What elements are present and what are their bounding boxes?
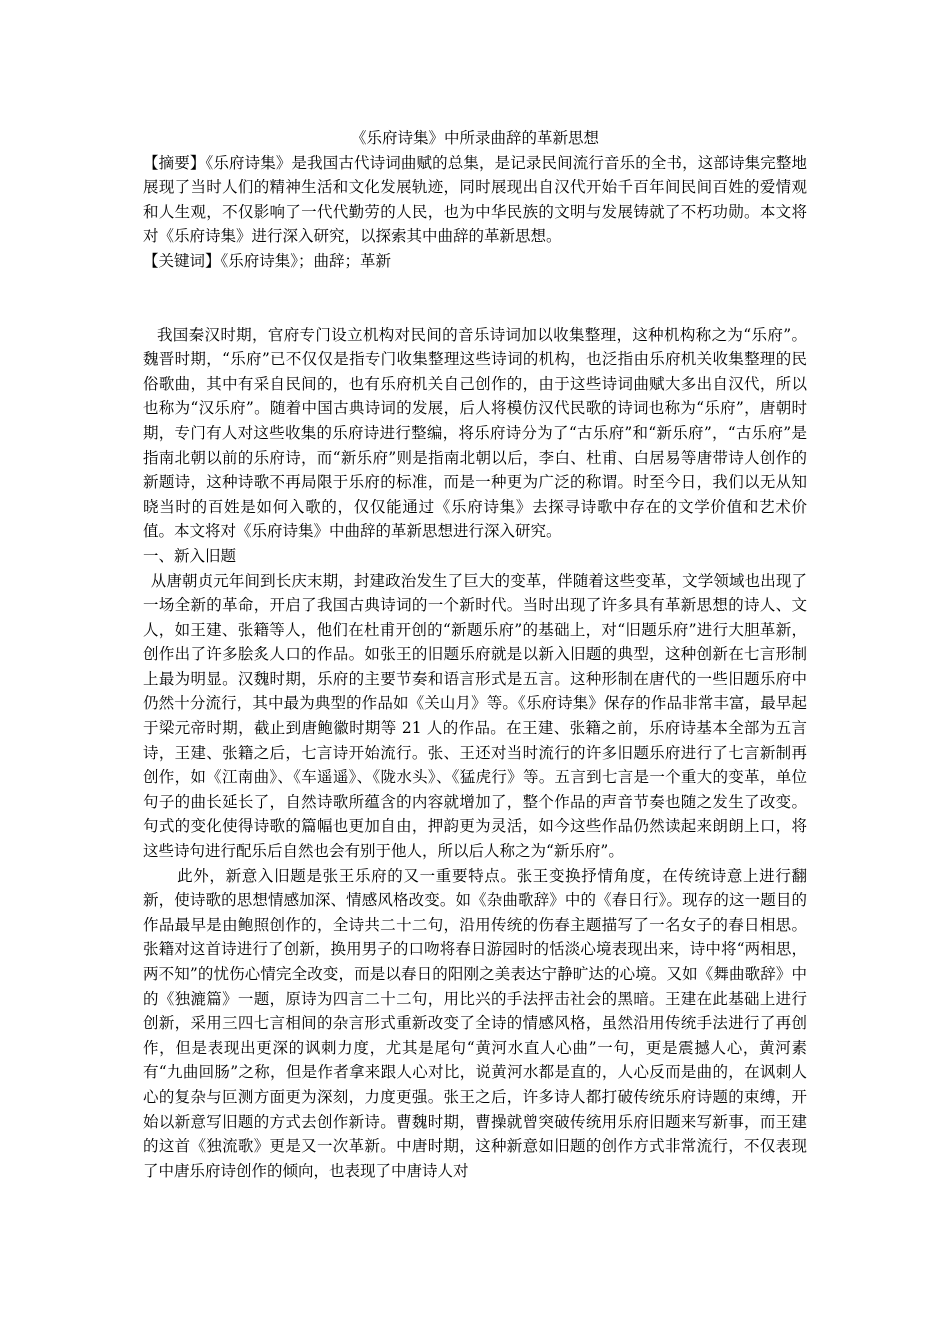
- keywords-paragraph: [143, 249, 807, 274]
- document-title: 《乐府诗集》中所录曲辞的革新思想: [350, 129, 599, 147]
- blank-line: [143, 274, 807, 323]
- abstract-text: 《乐府诗集》是我国古代诗词曲赋的总集，是记录民间流行音乐的全书，这部诗集完整地展现了当时人们的精神生活和文化发展轨迹，同时展现出自汉代开始千百年间民间百姓的爱情观和人生观，不仅影响了一代代勤劳的人民，也为中华民族的文明与发展铸就了不朽功勋。本文将对《乐府诗集》进行深入研究，以探索其中曲辞的革新思想。: [143, 153, 807, 246]
- section-heading: 一、新入旧题: [143, 546, 237, 565]
- body-paragraph: 此外，新意入旧题是张王乐府的又一重要特点。张王变换抒情角度，在传统诗意上进行翻新，使诗歌的思想情感加深、情感风格改变。如《杂曲歌辞》中的《春日行》。现存的这一题目的作品最早是由鲍照创作的，全诗共二十二句，沿用传统的伤春主题描写了一名女子的春日相思。张籍对这首诗进行了创新，换用男子的口吻将春日游园时的恬淡心境表现出来，诗中将“两相思，两不知”的忧伤心情完全改变，而是以春日的阳刚之美表达宁静旷达的心境。又如《舞曲歌辞》中的《独漉篇》一题，原诗为四言二十二句，用比兴的手法抨击社会的黑暗。王建在此基础上进行创新，采用三四七言相间的杂言形式重新改变了全诗的情感风格，虽然沿用传统手法进行了再创作，但是表现出更深的讽刺力度，尤其是尾句“黄河水直人心曲”一句，更是震撼人心，黄河素有“九曲回肠”之称，但是作者拿来跟人心对比，说黄河水都是直的，人心反而是曲的，在讽刺人心的复杂与叵测方面更为深刻，力度更强。张王之后，许多诗人都打破传统乐府诗题的束缚，开始以新意写旧题的方式去创作新诗。曹魏时期，曹操就曾突破传统用乐府旧题来写新事，而王建的这首《独流歌》更是又一次革新。中唐时期，这种新意如旧题的创作方式非常流行，不仅表现了中唐乐府诗创作的倾向，也表现了中唐诗人对: [143, 866, 807, 1180]
- keywords-text: 《乐府诗集》；曲辞；革新: [220, 251, 392, 270]
- body-paragraph: 从唐朝贞元年间到长庆末期，封建政治发生了巨大的变革，伴随着这些变革，文学领域也出现了一场全新的革命，开启了我国古典诗词的一个新时代。当时出现了许多具有革新思想的诗人、文人，如王建、张籍等人，他们在杜甫开创的“新题乐府”的基础上，对“旧题乐府”进行大胆革新，创作出了许多脍炙人口的作品。如张王的旧题乐府就是以新入旧题的典型，这种创新在七言形制上最为明显。汉魏时期，乐府的主要节奏和语言形式是五言。这种形制在唐代的一些旧题乐府中仍然十分流行，其中最为典型的作品如《关山月》等。《乐府诗集》保存的作品非常丰富，最早起于梁元帝时期，截止到唐鲍徽时期等 21 人的作品。在王建、张籍之前，乐府诗基本全部为五言诗，王建、张籍之后，七言诗开始流行。张、王还对当时流行的许多旧题乐府进行了七言新制再创作，如《江南曲》、《车遥遥》、《陇水头》、《猛虎行》等。五言到七言是一个重大的变革，单位句子的曲长延长了，自然诗歌所蕴含的内容就增加了，整个作品的声音节奏也随之发生了改变。句式的变化使得诗歌的篇幅也更加自由，押韵更为灵活，如今这些作品仍然读起来朗朗上口，将这些诗句进行配乐后自然也会有别于他人，所以后人称之为“新乐府”。: [143, 571, 807, 861]
- keywords-label: 【关键词】: [143, 251, 221, 270]
- intro-paragraph: 我国秦汉时期，官府专门设立机构对民间的音乐诗词加以收集整理，这种机构称之为“乐府”。魏晋时期，“乐府”已不仅仅是指专门收集整理这些诗词的机构，也泛指由乐府机关收集整理的民俗歌曲，其中有采自民间的，也有乐府机关自己创作的，由于这些诗词曲赋大多出自汉代，所以也称为“汉乐府”。随着中国古典诗词的发展，后人将模仿汉代民歌的诗词也称为“乐府”，唐朝时期，专门有人对这些收集的乐府诗进行整编，将乐府诗分为了“古乐府”和“新乐府”，“古乐府”是指南北朝以前的乐府诗，而“新乐府”则是指南北朝以后，李白、杜甫、白居易等唐带诗人创作的新题诗，这种诗歌不再局限于乐府的标准，而是一种更为广泛的称谓。时至今日，我们以无从知晓当时的百姓是如何入歌的，仅仅能通过《乐府诗集》去探寻诗歌中存在的文学价值和艺术价值。本文将对《乐府诗集》中曲辞的革新思想进行深入研究。: [143, 325, 807, 541]
- abstract-paragraph: [143, 151, 807, 249]
- abstract-label: 【摘要】: [143, 153, 206, 172]
- document-page: [143, 126, 807, 1183]
